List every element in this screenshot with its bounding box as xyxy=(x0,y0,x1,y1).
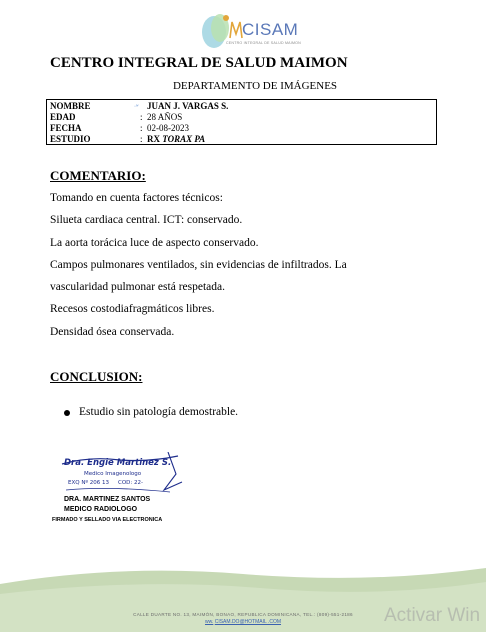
department-title: DEPARTAMENTO DE IMÁGENES xyxy=(172,80,338,92)
conclusion-heading: CONCLUSION: xyxy=(50,369,143,384)
stamp-name: Dra. Engie Martinez S. xyxy=(64,458,172,468)
activation-watermark: Activar Win xyxy=(384,605,481,626)
comment-heading: COMENTARIO: xyxy=(50,168,146,183)
patient-value: JUAN J. VARGAS S. xyxy=(147,101,229,111)
stamp-exq: EXQ Nº 206 13 xyxy=(68,480,110,486)
patient-value: 02-08-2023 xyxy=(147,123,189,133)
comment-line: Tomando en cuenta factores técnicos: xyxy=(50,192,223,204)
comment-line: La aorta torácica luce de aspecto conservado. xyxy=(50,237,259,249)
comment-line: vascularidad pulmonar está respetada. xyxy=(50,281,225,293)
email-prefix: ww. xyxy=(204,619,214,625)
bullet-icon xyxy=(64,410,70,416)
patient-colon: : xyxy=(140,123,143,133)
comment-line: Recesos costodiafragmáticos libres. xyxy=(50,303,215,315)
dots-icon: ·ʷ xyxy=(134,104,139,110)
patient-value: 28 AÑOS xyxy=(147,112,183,122)
signature-stamp xyxy=(60,452,190,494)
logo-word: CISAM xyxy=(242,20,299,39)
patient-label: EDAD xyxy=(50,112,76,122)
patient-colon: : xyxy=(140,134,143,144)
footer-address: CALLE DUARTE NO. 13, MAIMÓN, BONAO, REPUBLICA DOMINICANA, TEL.: (809)-551-2186 xyxy=(133,612,353,617)
cisam-logo xyxy=(196,8,301,52)
patient-label: NOMBRE xyxy=(50,101,91,111)
signer-role: MEDICO RADIOLOGO xyxy=(64,506,138,513)
study-view: TORAX PA xyxy=(162,134,206,144)
study-type: RX xyxy=(147,134,163,144)
signature-note: FIRMADO Y SELLADO VIA ELECTRONICA xyxy=(52,517,163,523)
patient-info-box xyxy=(46,99,437,145)
page-title: CENTRO INTEGRAL DE SALUD MAIMON xyxy=(50,55,348,71)
stamp-cod: COD: 22- xyxy=(118,480,143,486)
patient-value xyxy=(147,134,205,145)
patient-label: ESTUDIO xyxy=(50,134,91,144)
email-address: CISAM.DO@HOTMAIL .COM xyxy=(214,619,282,625)
comment-line: Campos pulmonares ventilados, sin evidencias de infiltrados. La xyxy=(50,259,347,271)
patient-label: FECHA xyxy=(50,123,82,133)
comment-line: Silueta cardiaca central. ICT: conservado. xyxy=(50,214,243,226)
stamp-title: Medico Imagenologo xyxy=(84,471,142,477)
patient-colon: : xyxy=(140,112,143,122)
comment-line: Densidad ósea conservada. xyxy=(50,326,175,338)
conclusion-item: Estudio sin patología demostrable. xyxy=(79,406,239,418)
signer-name: DRA. MARTINEZ SANTOS xyxy=(64,496,151,503)
logo-subtitle: CENTRO INTEGRAL DE SALUD MAIMON xyxy=(226,41,301,45)
